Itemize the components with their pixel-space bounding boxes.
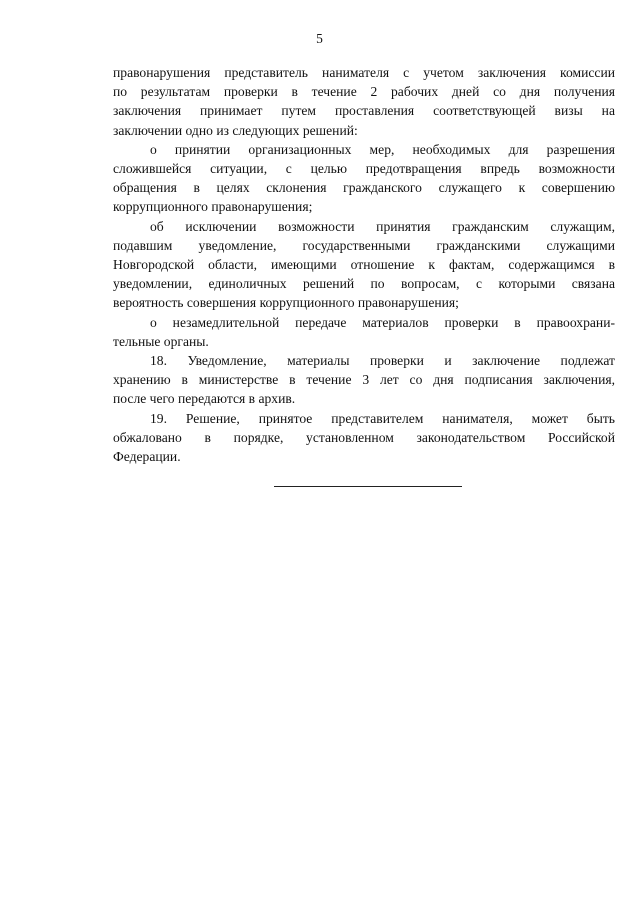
paragraph-6-line-2: обжаловано в порядке, установленном законодательством Российской: [113, 429, 615, 445]
end-of-document-rule: [274, 486, 462, 487]
paragraph-2-line-2: сложившейся ситуации, с целью предотвращения впредь возможности: [113, 161, 615, 177]
paragraph-5-line-1: 18. Уведомление, материалы проверки и заключение подлежат: [150, 353, 615, 369]
paragraph-1-line-3: заключения принимает путем проставления соответствующей визы на: [113, 103, 615, 119]
paragraph-2-line-1: о принятии организационных мер, необходимых для разрешения: [150, 141, 615, 157]
page-number: 5: [316, 31, 323, 46]
document-text: [113, 63, 615, 466]
paragraph-3-line-4: уведомлении, единоличных решений по вопросам, с которыми связана: [113, 276, 615, 292]
paragraph-3-line-3: Новгородской области, имеющими отношение к фактам, содержащимся в: [113, 257, 615, 273]
paragraph-1-line-1: правонарушения представитель нанимателя с учетом заключения комиссии: [113, 65, 615, 80]
paragraph-6-line-1: 19. Решение, принятое представителем нанимателя, может быть: [150, 410, 615, 426]
paragraph-1-line-2: по результатам проверки в течение 2 рабочих дней со дня получения: [113, 84, 615, 100]
paragraph-3-line-5: вероятность совершения коррупционного правонарушения;: [113, 295, 459, 311]
paragraph-1-line-4: заключении одно из следующих решений:: [113, 122, 358, 138]
paragraph-6-line-3: Федерации.: [113, 449, 181, 465]
paragraph-3-line-2: подавшим уведомление, государственными гражданскими служащими: [113, 237, 615, 253]
paragraph-5-line-3: после чего передаются в архив.: [113, 391, 296, 407]
paragraph-5-line-2: хранению в министерстве в течение 3 лет со дня подписания заключения,: [113, 372, 615, 388]
paragraph-2-line-3: обращения в целях склонения гражданского служащего к совершению: [113, 180, 615, 196]
paragraph-4-line-1: о незамедлительной передаче материалов проверки в правоохрани-: [150, 314, 615, 330]
paragraph-4-line-2: тельные органы.: [113, 333, 209, 349]
paragraph-2-line-4: коррупционного правонарушения;: [113, 199, 313, 215]
paragraph-3-line-1: об исключении возможности принятия гражданским служащим,: [150, 218, 615, 234]
